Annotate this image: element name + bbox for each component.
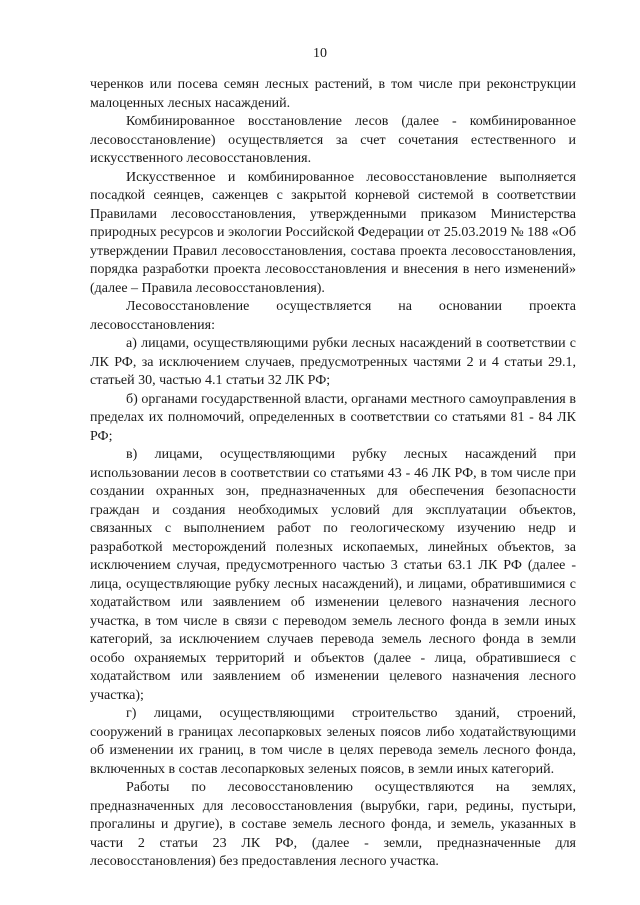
list-item-b: б) органами государственной власти, органами местного самоуправления в пределах их полномочий, определенных в соответствии со статьями 81 - 84 ЛК РФ;: [90, 391, 576, 444]
paragraph-planting-methods: Искусственное и комбинированное лесовосстановление выполняется посадкой сеянцев, саженцев с закрытой корневой системой в соответствии Правилами лесовосстановления, утвержденными приказом Министерства природных ресурсов и экологии Российской Федерации от 25.03.2019 № 188 «Об утверждении Правил лесовосстановления, состава проекта лесовосстановления, порядка разработки проекта лесовосстановления и внесения в него изменений» (далее – Правила лесовосстановления).: [90, 169, 576, 296]
list-item-a: а) лицами, осуществляющими рубки лесных насаждений в соответствии с ЛК РФ, за исключением случаев, предусмотренных частями 2 и 4 статьи 29.1, статьей 30, частью 4.1 статьи 32 ЛК РФ;: [90, 336, 576, 388]
list-item-v: в) лицами, осуществляющими рубку лесных насаждений при использовании лесов в соответствии со статьями 43 - 46 ЛК РФ, в том числе при создании охранных зон, предназначенных для обеспечения безопасности граждан и создания необходимых условий для эксплуатации объектов, связанных с выполнением работ по геологическому изучению недр и разработкой месторождений полезных ископаемых, линейных объектов, за исключением случая, предусмотренного частью 3 статьи 63.1 ЛК РФ (далее - лица, осуществляющие рубку лесных насаждений), и лицами, обратившимися с ходатайством или заявлением об изменении целевого назначения лесного участка, в том числе в связи с переводом земель лесного фонда в земли иных категорий, за исключением случаев перевода земель лесного фонда в земли особо охраняемых территорий и объектов (далее - лица, обратившиеся с ходатайством или заявлением об изменении целевого назначения лесного участка);: [90, 447, 576, 703]
paragraph-reforestation-lands: Работы по лесовосстановлению осуществляются на землях, предназначенных для лесовосстановления (вырубки, гари, редины, пустыри, прогалины и другие), в составе земель лесного фонда, и земель, указанных в части 2 статьи 23 ЛК РФ, (далее - земли, предназначенные для лесовосстановления) без предоставления лесного участка.: [90, 780, 576, 869]
paragraph-combined-reforestation-definition: Комбинированное восстановление лесов (далее - комбинированное лесовосстановление) осуществляется за счет сочетания естественного и искусственного лесовосстановления.: [90, 114, 576, 166]
list-item-g: г) лицами, осуществляющими строительство зданий, строений, сооружений в границах лесопарковых зеленых поясов либо ходатайствующими об изменении их границ, в том числе в целях перевода земель лесного фонда, включенных в состав лесопарковых зеленых поясов, в земли иных категорий.: [90, 706, 576, 777]
paragraph-reforestation-basis: Лесовосстановление осуществляется на основании проекта лесовосстановления:: [90, 299, 576, 333]
paragraph-continuation: черенков или посева семян лесных растений, в том числе при реконструкции малоценных лесных насаждений.: [90, 77, 576, 111]
document-body: [90, 76, 576, 872]
page-number: 10: [313, 46, 327, 61]
